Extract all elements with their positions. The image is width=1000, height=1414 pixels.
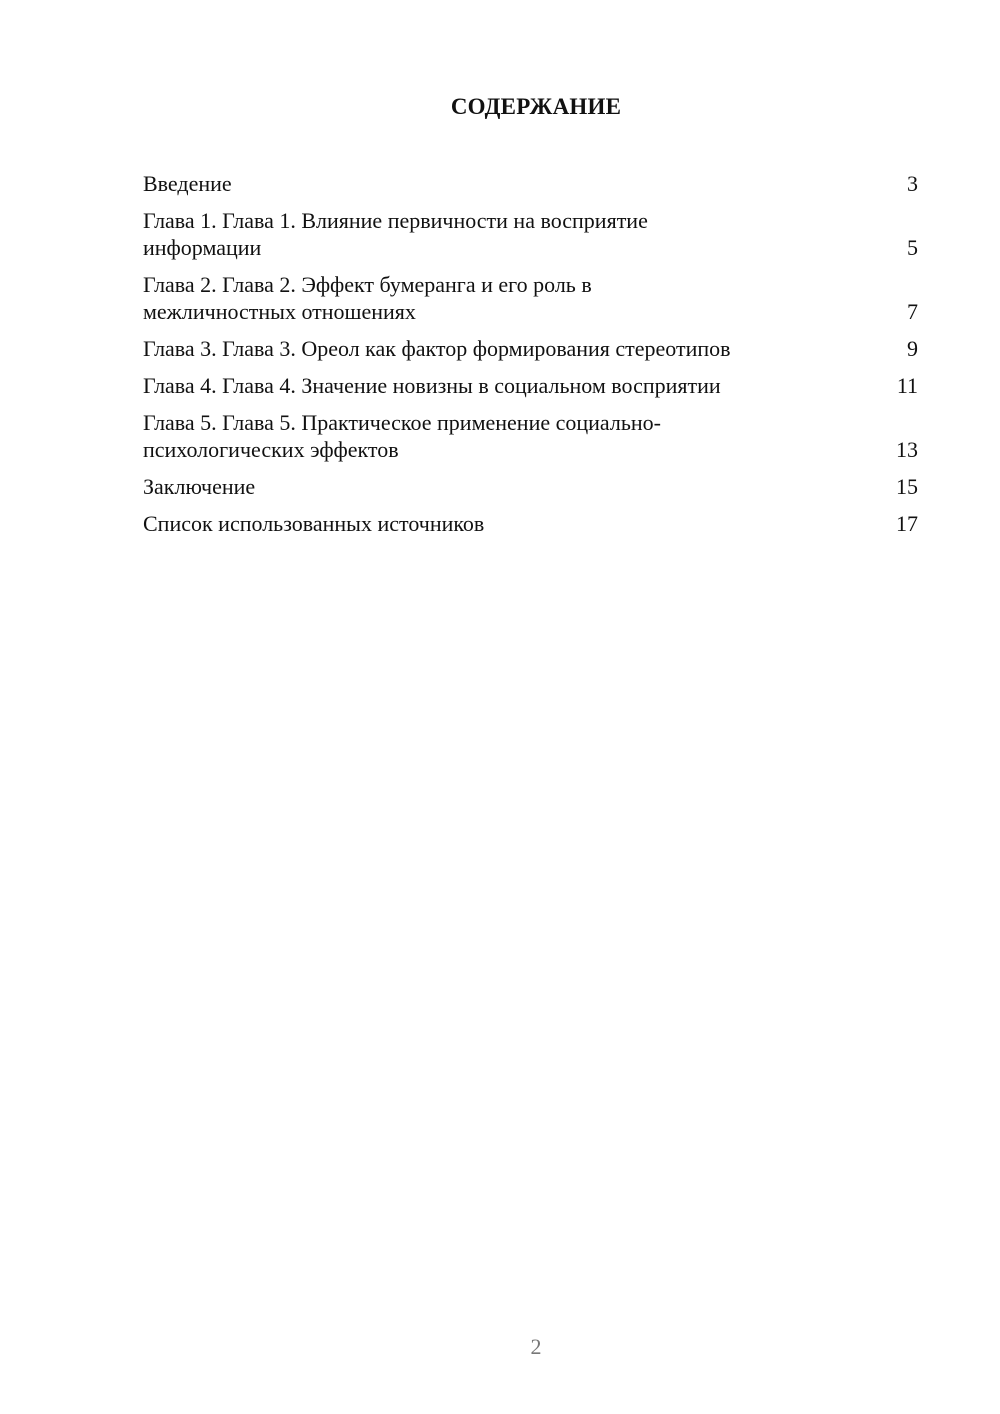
toc-entry-page: 11 <box>896 373 918 398</box>
toc-entry-title: Глава 4. Глава 4. Значение новизны в социальном восприятии <box>143 373 721 398</box>
toc-entry-page: 13 <box>896 437 918 462</box>
toc-entry-title: Глава 3. Глава 3. Ореол как фактор формирования стереотипов <box>143 336 731 361</box>
toc-entry-chapter-2[interactable] <box>143 271 918 325</box>
toc-entry-chapter-4[interactable] <box>143 372 918 399</box>
toc-entry-title: Глава 5. Глава 5. Практическое применение социально-психологических эффектов <box>143 410 661 462</box>
toc-entry-page: 9 <box>907 336 918 361</box>
toc-entry-page: 15 <box>896 474 918 499</box>
toc-entry-title: Список использованных источников <box>143 511 485 536</box>
toc-entry-title: Заключение <box>143 474 256 499</box>
toc-entry-introduction[interactable] <box>143 170 918 197</box>
toc-entry-page: 3 <box>907 171 918 196</box>
toc-entry-chapter-3[interactable] <box>143 335 918 362</box>
toc-entry-chapter-1[interactable] <box>143 207 918 261</box>
toc-entry-page: 5 <box>907 235 918 260</box>
toc-entry-references[interactable] <box>143 510 918 537</box>
toc-entry-title: Глава 2. Глава 2. Эффект бумеранга и его роль в межличностных отношениях <box>143 272 592 324</box>
page-number: 2 <box>530 1334 542 1359</box>
toc-heading: СОДЕРЖАНИЕ <box>450 94 622 119</box>
toc-entry-title: Глава 1. Глава 1. Влияние первичности на восприятие информации <box>143 208 648 260</box>
toc-entry-title: Введение <box>143 171 232 196</box>
toc-entry-chapter-5[interactable] <box>143 409 918 463</box>
toc-entry-conclusion[interactable] <box>143 473 918 500</box>
toc-entry-page: 7 <box>907 299 918 324</box>
table-of-contents <box>143 170 918 547</box>
toc-entry-page: 17 <box>896 511 918 536</box>
